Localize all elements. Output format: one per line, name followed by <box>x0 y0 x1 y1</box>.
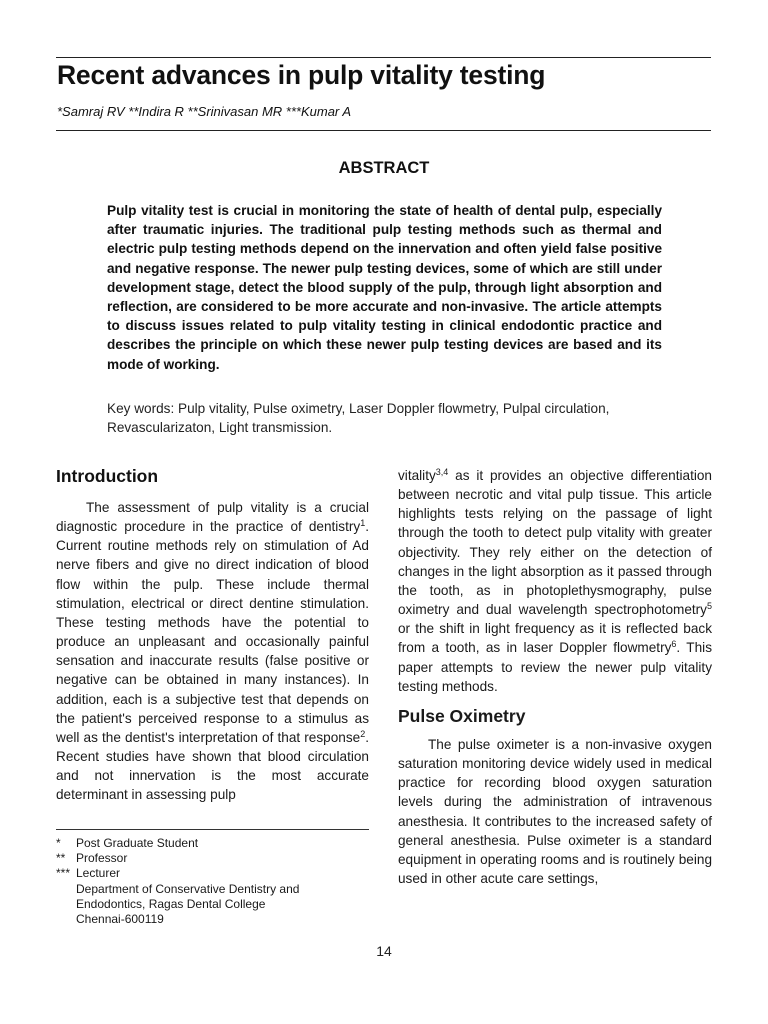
left-column <box>56 498 369 805</box>
top-rule <box>56 57 711 58</box>
citation-superscript: 2 <box>360 728 366 739</box>
text-span: as it provides an objective differentiation between necrotic and vital pulp tissue. This article highlights tests relying on the passage of light through the tooth to detect pulp vitality with greater objectivity. They rely either on the detection of changes in the light absorption as it passed through the tooth, as in photoplethysmography, pulse oximetry and dual wavelength spectrophotometry <box>398 468 712 618</box>
introduction-paragraph <box>56 498 369 805</box>
citation-superscript: 6 <box>671 639 677 650</box>
text-span: vitality <box>398 468 436 483</box>
footnote-mark: *** <box>56 866 71 881</box>
introduction-heading: Introduction <box>56 466 159 486</box>
keywords: Key words: Pulp vitality, Pulse oximetry, Laser Doppler flowmetry, Pulpal circulation, Revascularizaton, Light transmission. <box>107 401 610 435</box>
footnote-mark: ** <box>56 851 66 866</box>
pulse-oximetry-heading: Pulse Oximetry <box>398 705 526 726</box>
header-rule <box>56 130 711 131</box>
article-title: Recent advances in pulp vitality testing <box>57 60 546 90</box>
footnote-text: Lecturer <box>76 866 121 881</box>
footnotes <box>56 836 376 927</box>
footnote-item <box>56 866 376 881</box>
pulse-oximetry-paragraph: The pulse oximeter is a non-invasive oxygen saturation monitoring device widely used in medical practice for recording blood oxygen saturation levels during the administration of intravenous anesthesia. It contributes to the increased safety of general anesthesia. Pulse oximeter is a standard equipment in operating rooms and is routinely being used in other acute care settings, <box>398 736 712 886</box>
introduction-continued-paragraph <box>398 466 712 696</box>
page-number: 14 <box>376 943 392 959</box>
right-column <box>398 466 712 888</box>
text-span: . Current routine methods rely on stimulation of Ad nerve fibers and give no direct indication of blood flow within the pulp. These include thermal stimulation, electrical or direct dentine stimulation. These testing methods have the potential to produce an unpleasant and occasionally painful sensation and inaccurate results (false positive or negative can be obtained in many instances). In addition, each is a subjective test that depends on the patient's perceived response to a stimulus as well as the dentist's interpretation of that response <box>56 519 369 745</box>
text-span: or the shift in light frequency as it is reflected back from a tooth, as in laser Doppler flowmetry <box>398 621 712 656</box>
citation-superscript: 3,4 <box>435 467 449 477</box>
affiliation-line: Endodontics, Ragas Dental College <box>76 896 266 911</box>
author-list: *Samraj RV **Indira R **Srinivasan MR ***Kumar A <box>57 104 352 119</box>
footnote-text: Professor <box>76 851 128 866</box>
affiliation-line: Chennai-600119 <box>76 912 164 927</box>
abstract-heading: ABSTRACT <box>338 159 430 177</box>
footnote-mark: * <box>56 836 61 850</box>
footnote-rule <box>56 829 369 830</box>
abstract-body: Pulp vitality test is crucial in monitoring the state of health of dental pulp, especially after traumatic injuries. The traditional pulp testing methods such as thermal and electric pulp testing methods depend on the innervation and often yield false positive and negative response. The newer pulp testing devices, some of which are still under development stage, detect the blood supply of the pulp, through light absorption and reflection, are considered to be more accurate and non-invasive. The article attempts to discuss issues related to pulp vitality testing in clinical endodontic practice and describes the principle on which these newer pulp testing devices are based and its mode of working. <box>107 203 662 372</box>
footnote-text: Post Graduate Student <box>76 836 199 850</box>
affiliation-line: Department of Conservative Dentistry and <box>76 881 300 896</box>
text-span: The assessment of pulp vitality is a crucial diagnostic procedure in the practice of dentistry <box>56 500 369 535</box>
citation-superscript: 1 <box>360 518 366 529</box>
text-span: . Recent studies have shown that blood circulation and not innervation is the most accurate determinant in assessing pulp <box>56 729 369 803</box>
footnote-item <box>56 836 376 851</box>
citation-superscript: 5 <box>706 601 712 612</box>
footnote-item <box>56 851 376 866</box>
text-span: . This paper attempts to review the newer pulp vitality testing methods. <box>398 640 712 694</box>
